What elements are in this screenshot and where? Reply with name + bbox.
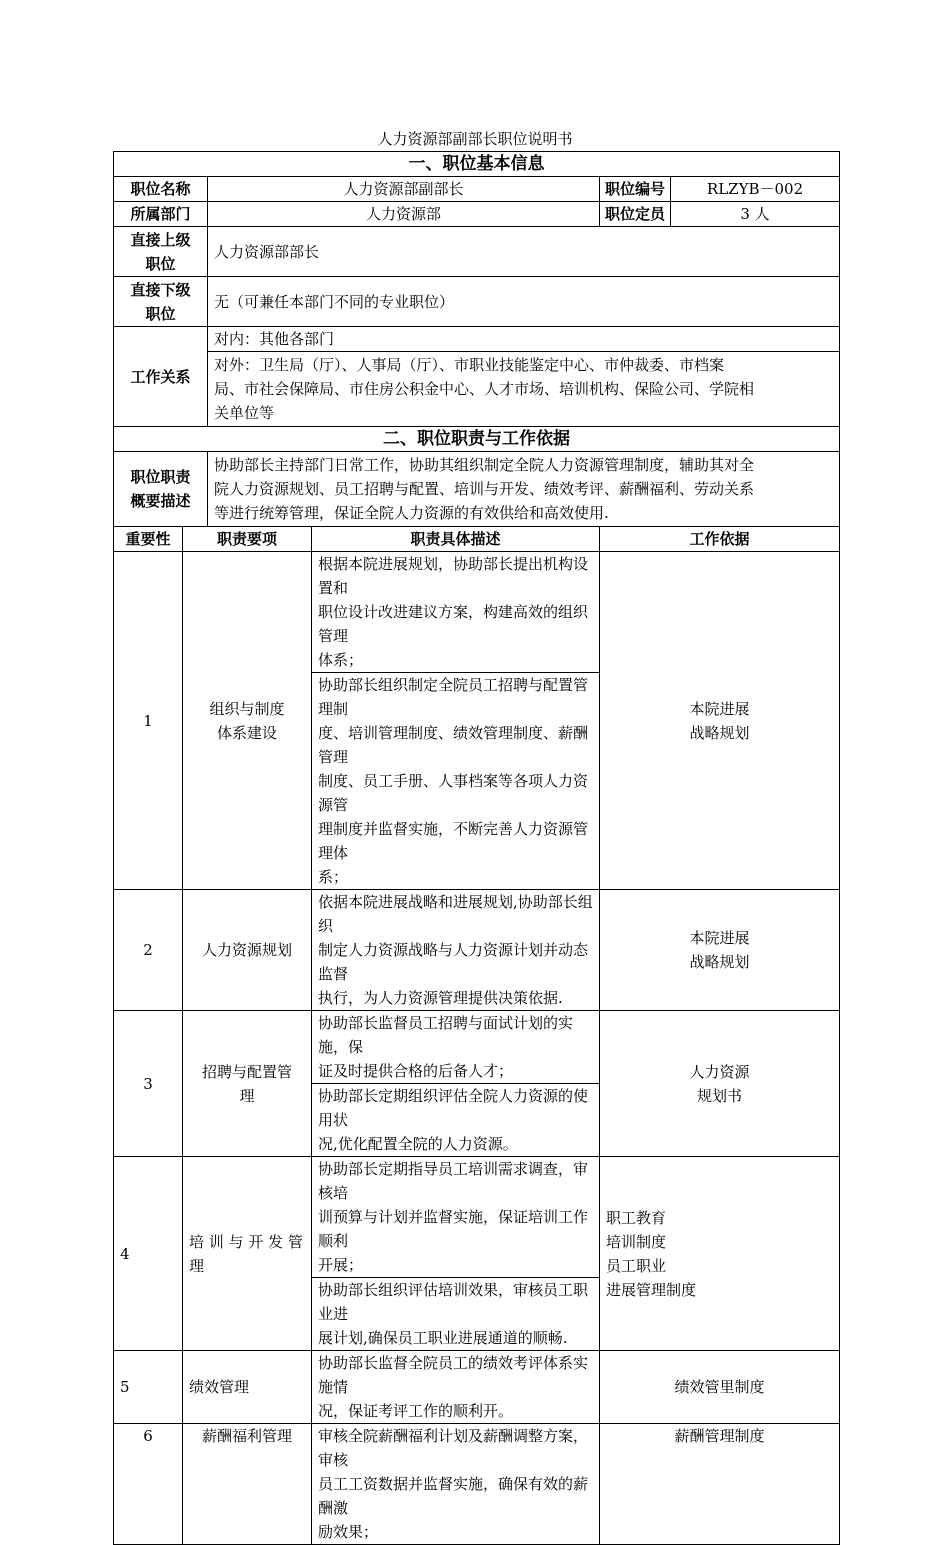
subordinate-label: 直接下级 职位 (114, 277, 208, 327)
header-item: 职责要项 (183, 527, 312, 552)
position-code-value: RLZYB－002 (671, 177, 840, 202)
header-rank: 重要性 (114, 527, 183, 552)
position-name-value: 人力资源部副部长 (208, 177, 600, 202)
duty-item: 绩效管理 (183, 1351, 312, 1424)
headcount-label: 职位定员 (600, 202, 671, 227)
duty-rank: 2 (114, 890, 183, 1011)
duty-basis: 薪酬管理制度 (600, 1424, 840, 1545)
duty-basis: 绩效管里制度 (600, 1351, 840, 1424)
duty-basis: 本院进展 战略规划 (600, 890, 840, 1011)
summary-text: 协助部长主持部门日常工作，协助其组织制定全院人力资源管理制度，辅助其对全 院人力资源规划、员工招聘与配置、培训与开发、绩效考评、薪酬福利、劳动关系 等进行统筹管理，保证全院人力资源的有效供给和高效使用. (208, 452, 840, 527)
header-description: 职责具体描述 (312, 527, 600, 552)
relation-label: 工作关系 (114, 327, 208, 427)
header-basis: 工作依据 (600, 527, 840, 552)
duty-basis: 人力资源 规划书 (600, 1011, 840, 1157)
subordinate-value: 无（可兼任本部门不同的专业职位） (208, 277, 840, 327)
relation-internal: 对内：其他各部门 (208, 327, 840, 352)
duty-item: 培 训 与 开 发 管 理 (183, 1157, 312, 1351)
position-code-label: 职位编号 (600, 177, 671, 202)
duty-basis: 本院进展 战略规划 (600, 552, 840, 890)
department-value: 人力资源部 (208, 202, 600, 227)
duty-description: 根据本院进展规划，协助部长提出机构设置和 职位设计改进建议方案，构建高效的组织管理 体系； (312, 552, 600, 673)
duty-description: 协助部长定期组织评估全院人力资源的使用状 况,优化配置全院的人力资源。 (312, 1084, 600, 1157)
duty-rank: 1 (114, 552, 183, 890)
duty-description: 协助部长定期指导员工培训需求调查，审核培 训预算与计划并监督实施，保证培训工作顺利 开展； (312, 1157, 600, 1278)
duty-description: 依据本院进展战略和进展规划,协助部长组织 制定人力资源战略与人力资源计划并动态监督 执行，为人力资源管理提供决策依据. (312, 890, 600, 1011)
duty-rank: 6 (114, 1424, 183, 1545)
duty-basis: 职工教育 培训制度 员工职业 进展管理制度 (600, 1157, 840, 1351)
position-name-label: 职位名称 (114, 177, 208, 202)
summary-label: 职位职责 概要描述 (114, 452, 208, 527)
duty-description: 审核全院薪酬福利计划及薪酬调整方案，审核 员工工资数据并监督实施，确保有效的薪酬激 励效果； (312, 1424, 600, 1545)
duty-description: 协助部长组织评估培训效果，审核员工职业进 展计划,确保员工职业进展通道的顺畅. (312, 1278, 600, 1351)
document-title: 人力资源部副部长职位说明书 (377, 130, 573, 148)
duty-item: 组织与制度 体系建设 (183, 552, 312, 890)
duty-description: 协助部长监督员工招聘与面试计划的实施，保 证及时提供合格的后备人才； (312, 1011, 600, 1084)
duty-description: 协助部长监督全院员工的绩效考评体系实施情 况，保证考评工作的顺利开。 (312, 1351, 600, 1424)
duty-rank: 3 (114, 1011, 183, 1157)
duty-description: 协助部长组织制定全院员工招聘与配置管理制 度、培训管理制度、绩效管理制度、薪酬管理 制度、员工手册、人事档案等各项人力资源管 理制度并监督实施，不断完善人力资源管理体 系； (312, 673, 600, 890)
duty-rank: 5 (114, 1351, 183, 1424)
section2-title: 二、职位职责与工作依据 (114, 427, 840, 452)
duty-item: 招聘与配置管 理 (183, 1011, 312, 1157)
duty-item: 薪酬福利管理 (183, 1424, 312, 1545)
relation-external: 对外：卫生局（厅）、人事局（厅）、市职业技能鉴定中心、市仲裁委、市档案 局、市社会保障局、市住房公积金中心、人才市场、培训机构、保险公司、学院相 关单位等 (208, 352, 840, 427)
duty-item: 人力资源规划 (183, 890, 312, 1011)
superior-value: 人力资源部部长 (208, 227, 840, 277)
superior-label: 直接上级 职位 (114, 227, 208, 277)
department-label: 所属部门 (114, 202, 208, 227)
headcount-value: 3 人 (671, 202, 840, 227)
job-description-table (113, 151, 840, 1545)
section1-title: 一、职位基本信息 (114, 152, 840, 177)
duty-rank: 4 (114, 1157, 183, 1351)
